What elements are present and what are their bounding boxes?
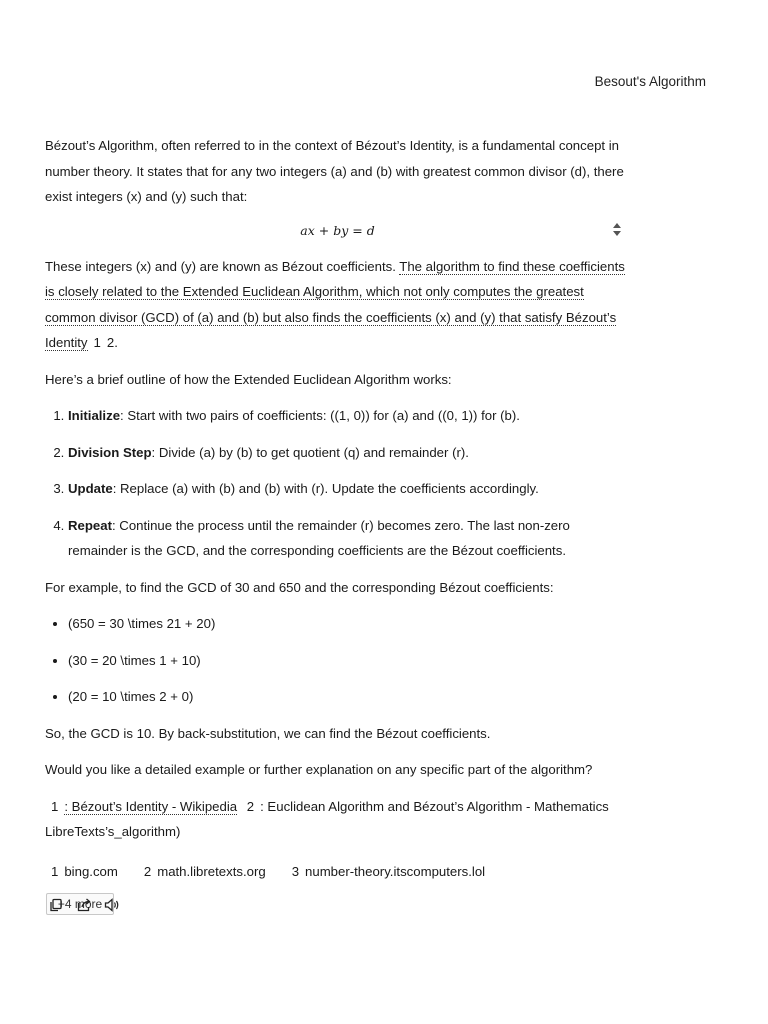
list-item [68, 476, 630, 502]
outline-intro: Here’s a brief outline of how the Extended Euclidean Algorithm works: [45, 371, 452, 387]
list-item: • (650 = 30 \times 21 + 20) [68, 611, 630, 637]
step-text: : Continue the process until the remainder (r) becomes zero. The last non-zero remainder is the GCD, and the corresponding coefficients are the Bézout coefficients. [68, 517, 570, 558]
source-label: math.libretexts.org [157, 863, 266, 879]
share-icon[interactable] [77, 898, 91, 912]
intro-paragraph: Bézout’s Algorithm, often referred to in the context of Bézout’s Identity, is a fundamental concept in number theory. It states that for any two integers (a) and (b) with greatest common divisor (d), there exist integers (x) and (y) such that: [45, 138, 624, 204]
footnote-number: 1 [51, 798, 59, 814]
source-number: 1 [51, 863, 59, 879]
response-body [45, 133, 630, 884]
sentence-end: . [114, 335, 118, 350]
steps-list [45, 403, 630, 564]
source-label: bing.com [64, 863, 118, 879]
example-list [45, 611, 630, 710]
step-title: Update [68, 481, 113, 496]
footnote-link-1[interactable]: : Bézout’s Identity - Wikipedia [64, 798, 238, 814]
example-intro: For example, to find the GCD of 30 and 650 and the corresponding Bézout coefficients: [45, 579, 554, 595]
source-link[interactable] [45, 859, 118, 885]
sources-row [45, 859, 630, 885]
cited-text-link[interactable]: The algorithm to find these coefficients is closely related to the Extended Euclidean Algorithm, which not only computes the greatest common divisor (GCD) of (a) and (b) but also finds the coefficients (x) and (y) that satisfy Bézout’s Identity [45, 258, 625, 350]
page-title: Besout's Algorithm [594, 74, 706, 89]
formula-block [45, 218, 630, 242]
list-item: • (20 = 10 \times 2 + 0) [68, 684, 630, 710]
question-paragraph: Would you like a detailed example or further explanation on any specific part of the algorithm? [45, 762, 593, 777]
step-text: : Divide (a) by (b) to get quotient (q) and remainder (r). [151, 444, 469, 460]
citation-2[interactable]: 2 [106, 335, 115, 350]
step-text: : Start with two pairs of coefficients: ((1, 0)) for (a) and ((0, 1)) for (b). [120, 408, 520, 423]
footnotes [45, 794, 630, 845]
coefficients-paragraph [45, 254, 630, 356]
step-title: Repeat [68, 517, 112, 533]
speaker-icon[interactable] [104, 898, 118, 912]
footnote-link-2[interactable]: : Euclidean Algorithm and Bézout’s Algorithm - Mathematics LibreTexts’s_algorithm) [45, 798, 609, 839]
citation-1[interactable]: 1 [93, 335, 101, 350]
step-text: : Replace (a) with (b) and (b) with (r). Update the coefficients accordingly. [112, 481, 539, 496]
step-title: Initialize [68, 408, 121, 423]
more-sources-button[interactable]: +4 more [46, 893, 114, 915]
source-number: 3 [291, 863, 300, 879]
coefficients-text: These integers (x) and (y) are known as Bézout coefficients. [45, 258, 400, 274]
source-link[interactable] [286, 859, 485, 885]
list-item [68, 403, 630, 429]
footnote-number: 2 [246, 798, 255, 814]
list-item: • (30 = 20 \times 1 + 10) [68, 648, 630, 674]
conclusion-paragraph: So, the GCD is 10. By back-substitution, we can find the Bézout coefficients. [45, 725, 491, 741]
formula: ax + by = d [300, 222, 375, 238]
source-number: 2 [143, 863, 152, 879]
source-link[interactable] [138, 859, 266, 885]
source-label: number-theory.itscomputers.lol [305, 863, 486, 879]
list-item [68, 513, 630, 564]
step-title: Division Step [68, 444, 152, 460]
copy-icon[interactable] [49, 898, 63, 912]
list-item [68, 440, 630, 466]
formula-scroll-arrows-icon[interactable] [612, 222, 622, 238]
